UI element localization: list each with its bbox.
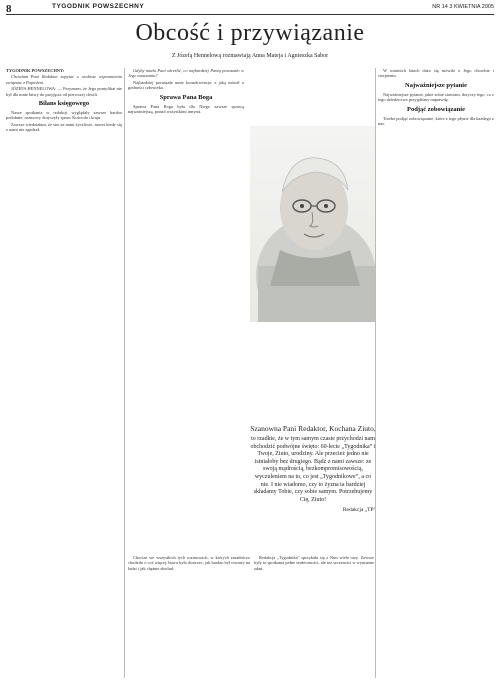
portrait-illustration xyxy=(250,126,376,322)
subhead: Bilans księgowego xyxy=(38,100,90,108)
article-column-3 xyxy=(378,68,494,678)
col1-paragraph: JÓZEFA HENNELOWA: — Przyznam, że Jego pontyfikat nie był dla mnie łatwy do przyjęcia od pierwszej chwili. xyxy=(6,86,122,97)
header-rule xyxy=(6,14,494,15)
greeting-body: to rzadkie, że w tym samym czasie przychodzi nam obchodzić podwójne święto: 60-lecie „Tygodnika” i Twoje, Ziuto, urodziny. Ale przecież jedno nie istniałoby bez drugiego. Bądź z nami zawsze: ze swoją mądrością, bezkompromisowością, wyczuleniem na to, co jest „Tygodnikowe”, a co nie. I nie wiadomo, czy to żyzna ta bardziej składamy Tobie, czy sobie samym. Potrzebujemy Cię, Ziuto! xyxy=(250,436,376,503)
bottom-column-2 xyxy=(254,555,374,680)
page-number: 8 xyxy=(6,3,12,15)
lead-label: TYGODNIK POWSZECHNY: xyxy=(6,68,65,73)
col2-paragraph: Najbardziej poruszała mnie konsekwencja, z jaką mówił o godności człowieka. xyxy=(128,79,244,91)
column-divider xyxy=(375,68,376,678)
portrait-photo xyxy=(250,126,376,322)
subhead: Podjąć zobowiązanie xyxy=(407,105,465,113)
greeting-salutation: Szanowna Pani Redaktor, Kochana Ziuto, xyxy=(250,424,376,433)
col1-paragraph: Zawsze wiedziałam, że stoi za nami życzliwie, nawet kiedy się z nami nie zgadzał. xyxy=(6,121,122,133)
col2-question: Gdyby miała Pani określić, co najbardziej Panią poruszało w Jego nauczaniu? xyxy=(128,68,244,79)
issue-info: NR 14 3 KWIETNIA 2005 xyxy=(432,4,494,10)
article-title: Obcość i przywiązanie xyxy=(135,20,365,46)
article-column-1 xyxy=(6,68,122,678)
col3-paragraph: Trzeba podjąć zobowiązanie, które z tego płynie dla każdego z nas. xyxy=(378,115,494,127)
bottom-paragraph: Redakcja „Tygodnika” spotykała się z Nim wiele razy. Zawsze były to spotkania pełne serdeczności, ale też szczerości w wymianie zdań. xyxy=(254,555,374,571)
subhead: Sprawa Pana Boga xyxy=(159,93,213,101)
column-divider xyxy=(124,68,125,678)
col3-paragraph: Najważniejsze pytanie, jakie sobie stawiam, dotyczy tego, co z tego dziedzictwa przyjęliśmy naprawdę. xyxy=(378,91,494,103)
subhead: Najważniejsze pytanie xyxy=(405,81,467,89)
greeting-box xyxy=(250,424,376,550)
greeting-signature: Redakcja „TP” xyxy=(342,507,376,514)
lead-question: Chciałam Pani Redaktor zapytać o osobiste wspomnienia związane z Papieżem. xyxy=(6,74,122,85)
article-byline: Z Józefą Hennelową rozmawiają Anna Mateja i Agnieszka Sabor xyxy=(171,53,329,59)
bottom-column-1 xyxy=(128,555,250,680)
col1-paragraph: Nasze spotkania w redakcji wyglądały zawsze bardzo podobnie, rozmowy dotyczyły spraw Kościoła i kraju. xyxy=(6,110,122,121)
col2-paragraph: Sprawa Pana Boga była dla Niego zawsze sprawą najważniejszą, ponad wszystkimi innymi. xyxy=(128,103,244,115)
bottom-paragraph: Chociaż we wszystkich tych rozmowach, w których zasadniczo chodziło o coś więcej, łatwo było dostrzec, jak bardzo był otwarty na ludzi i jak chętnie słuchał. xyxy=(128,555,250,571)
masthead: TYGODNIK POWSZECHNY xyxy=(52,3,145,10)
col3-paragraph: W ostatnich latach dużo się mówiło o Jego chorobie i cierpieniu. xyxy=(378,68,494,79)
